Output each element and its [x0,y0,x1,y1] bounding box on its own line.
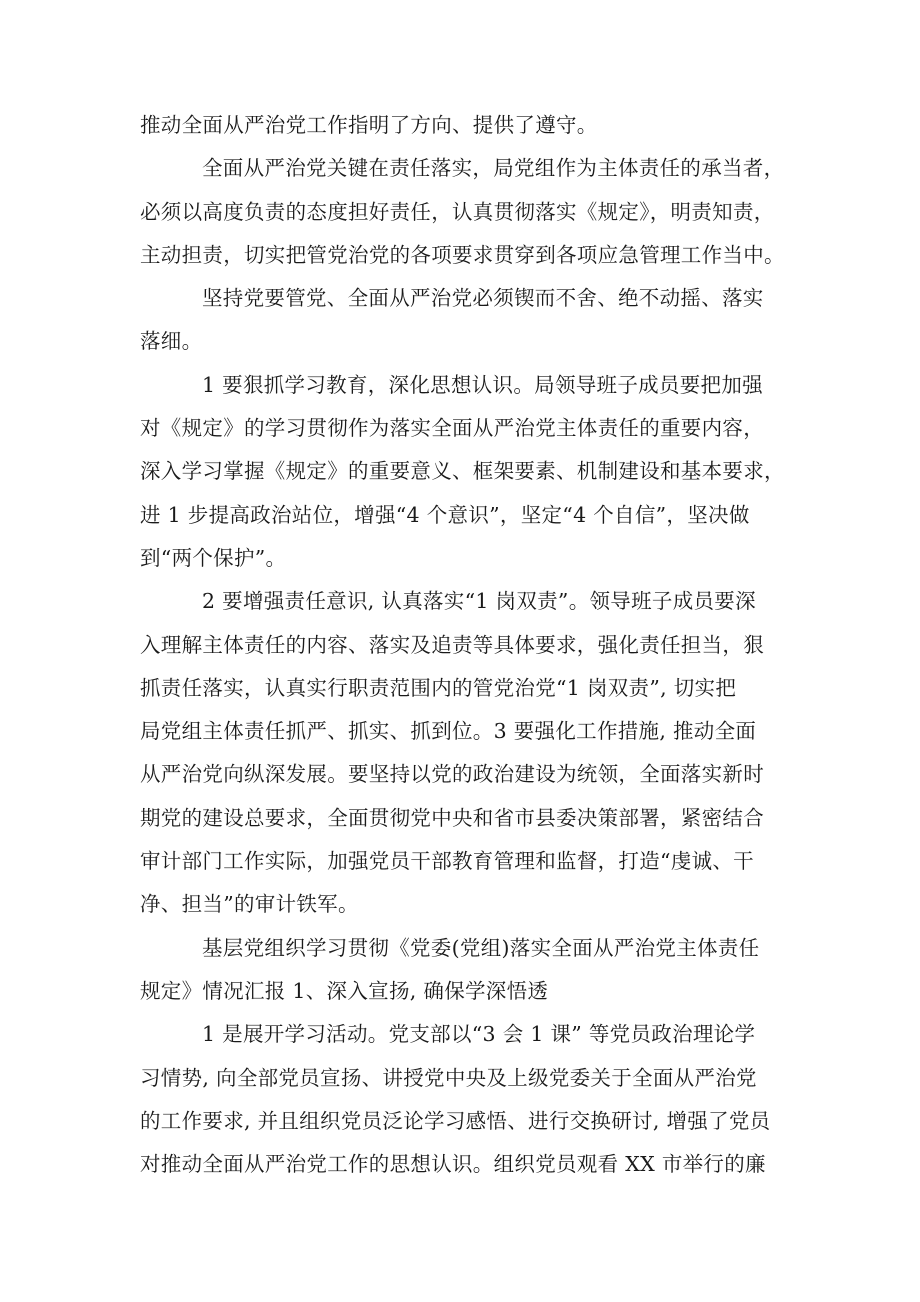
text-line: 抓责任落实，认真实行职责范围内的管党治党“1 岗双责”, 切实把 [140,675,737,700]
text-line: 2 要增强责任意识, 认真落实“1 岗双责”。领导班子成员要深 [202,589,756,614]
text-line: 入理解主体责任的内容、落实及追责等具体要求，强化责任担当，狠 [140,632,764,657]
text-line: 落细。 [140,329,203,354]
text-line: 推动全面从严治党工作指明了方向、提供了遵守。 [140,113,598,137]
text-line: 主动担责，切实把管党治党的各项要求贯穿到各项应急管理工作当中。 [140,242,785,267]
document-body [140,104,800,1186]
text-line: 审计部门工作实际，加强党员干部教育管理和监督，打造“虔诚、干 [140,849,754,874]
text-line: 1 要狠抓学习教育，深化思想认识。局领导班子成员要把加强 [202,372,763,397]
text-line: 的工作要求, 并且组织党员泛论学习感悟、进行交换研讨, 增强了党员 [140,1108,771,1133]
text-line: 对推动全面从严治党工作的思想认识。组织党员观看 XX 市举行的廉 [140,1152,766,1177]
text-line: 局党组主体责任抓严、抓实、抓到位。3 要强化工作措施, 推动全面 [140,719,757,744]
text-line: 到“两个保护”。 [140,545,287,570]
text-line: 基层党组织学习贯彻《党委(党组)落实全面从严治党主体责任 [202,935,760,960]
text-line: 进 1 步提高政治站位，增强“4 个意识”，坚定“4 个自信”，坚决做 [140,502,750,527]
text-line: 规定》情况汇报 1、深入宣扬, 确保学深悟透 [140,978,549,1003]
text-line: 期党的建设总要求，全面贯彻党中央和省市县委决策部署，紧密结合 [140,805,764,830]
text-line: 净、担当”的审计铁军。 [140,892,359,917]
text-line: 1 是展开学习活动。党支部以“3 会 1 课” 等党员政治理论学 [202,1022,756,1047]
text-line: 必须以高度负责的态度担好责任，认真贯彻落实《规定》，明责知责， [140,199,775,224]
text-line: 坚持党要管党、全面从严治党必须锲而不舍、绝不动摇、落实 [202,286,764,311]
text-line: 习情势, 向全部党员宣扬、讲授党中央及上级党委关于全面从严治党 [140,1065,757,1090]
text-line: 全面从严治党关键在责任落实，局党组作为主体责任的承当者， [202,156,785,181]
text-line: 从严治党向纵深发展。要坚持以党的政治建设为统领，全面落实新时 [140,762,764,787]
text-line: 对《规定》的学习贯彻作为落实全面从严治党主体责任的重要内容， [140,416,764,441]
text-line: 深入学习掌握《规定》的重要意义、框架要素、机制建设和基本要求， [140,459,785,484]
